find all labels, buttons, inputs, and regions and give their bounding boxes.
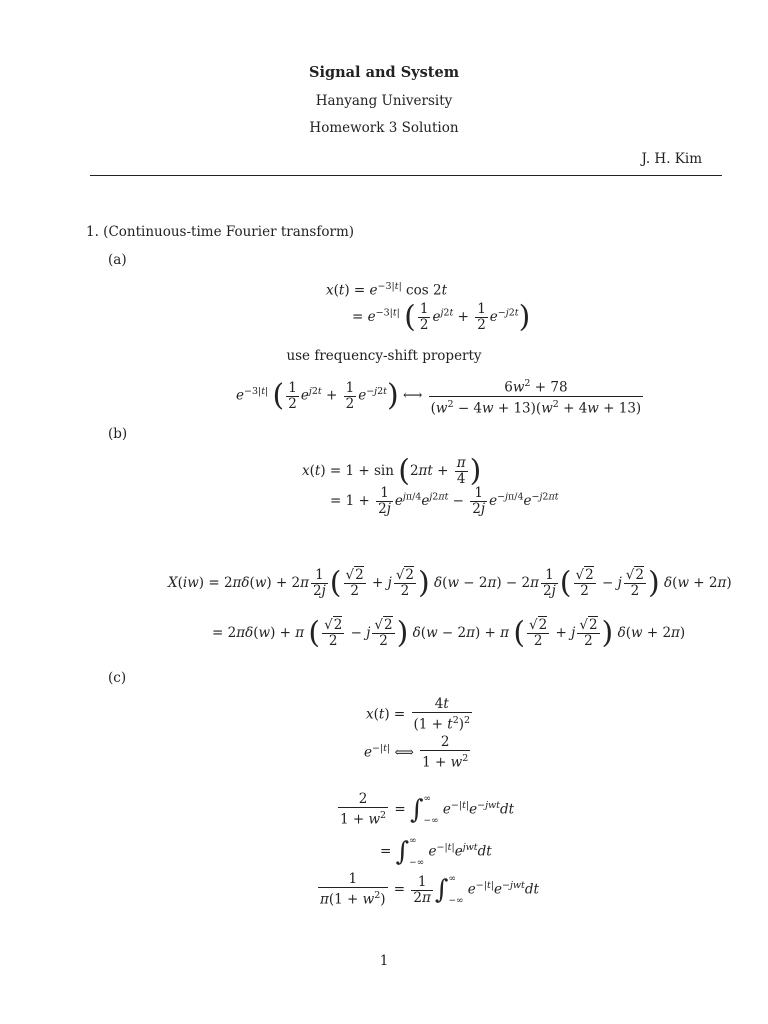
part-b-label: (b) <box>108 426 128 442</box>
eq-c-line2: $e^{-|t|}$ ⟺ $\frac{2}{1 + w^2}$ <box>364 734 469 771</box>
eq-a-line1: $x(t) = e^{-3|t|}$ cos 2t <box>326 281 447 299</box>
eq-c-integral2: = ∫ ∞ −∞ $e^{-|t|}e^{jwt}dt$ <box>380 836 492 868</box>
doc-assignment: Homework 3 Solution <box>309 120 459 136</box>
doc-university: Hanyang University <box>315 93 453 109</box>
eq-b-line2: = 1 + $\frac{1}{2j}$ $e^{j\pi/4}e^{j2\pi t}$ − $\frac{1}{2j}$ $e^{-j\pi/4}e^{-j2\pi t}$ <box>330 485 559 517</box>
part-a-label: (a) <box>108 252 127 268</box>
doc-author: J. H. Kim <box>641 151 702 167</box>
eq-c-line1: x(t) = $\frac{4t}{(1 + t^2)^2}$ <box>366 696 471 733</box>
eq-b-transform1: X(iw) = 2πδ(w) + 2π $\frac{1}{2j}$ ( $\frac{√2}{2}$ + j $\frac{√2}{2}$ ) δ(w − 2π) − 2π $\frac{1}{2j}$ ( $\frac{√2}{2}$ − j $\frac{√2}{2}$ ) δ(w + 2π) <box>168 565 732 601</box>
header-rule <box>90 175 722 176</box>
eq-c-integral3: $\frac{1}{\pi(1 + w^2)}$ = $\frac{1}{2\pi}$ ∫ ∞ −∞ $e^{-|t|}e^{-jwt}dt$ <box>320 871 539 908</box>
part-c-label: (c) <box>108 670 127 686</box>
problem-heading: 1. (Continuous-time Fourier transform) <box>86 224 355 240</box>
page-number: 1 <box>379 953 389 969</box>
eq-b-transform2: = 2πδ(w) + π ( $\frac{√2}{2}$ − j $\frac{√2}{2}$ ) δ(w − 2π) + π ( $\frac{√2}{2}$ + j $\frac{√2}{2}$ ) δ(w + 2π) <box>212 615 686 651</box>
note-frequency-shift: use frequency-shift property <box>286 348 482 364</box>
eq-b-line1: x(t) = 1 + sin (2πt + $\frac{\pi}{4}$ ) <box>302 453 482 489</box>
eq-c-integral1: $\frac{2}{1 + w^2}$ = ∫ ∞ −∞ $e^{-|t|}e^{-jwt}dt$ <box>340 791 515 828</box>
doc-title: Signal and System <box>308 64 460 81</box>
eq-a-line2: = $e^{-3|t|}$ ( $\frac{1}{2}$ $e^{j2t}$ + $\frac{1}{2}$ $e^{-j2t}$) <box>352 299 531 335</box>
eq-a-result: $e^{-3|t|}$ ( $\frac{1}{2}$ $e^{j2t}$ + $\frac{1}{2}$ $e^{-j2t}$) ⟷ $\frac{6w^2 + 78}{(w^2 - 4w + 13)(w^2 + 4w + 13)}$ <box>236 378 642 416</box>
